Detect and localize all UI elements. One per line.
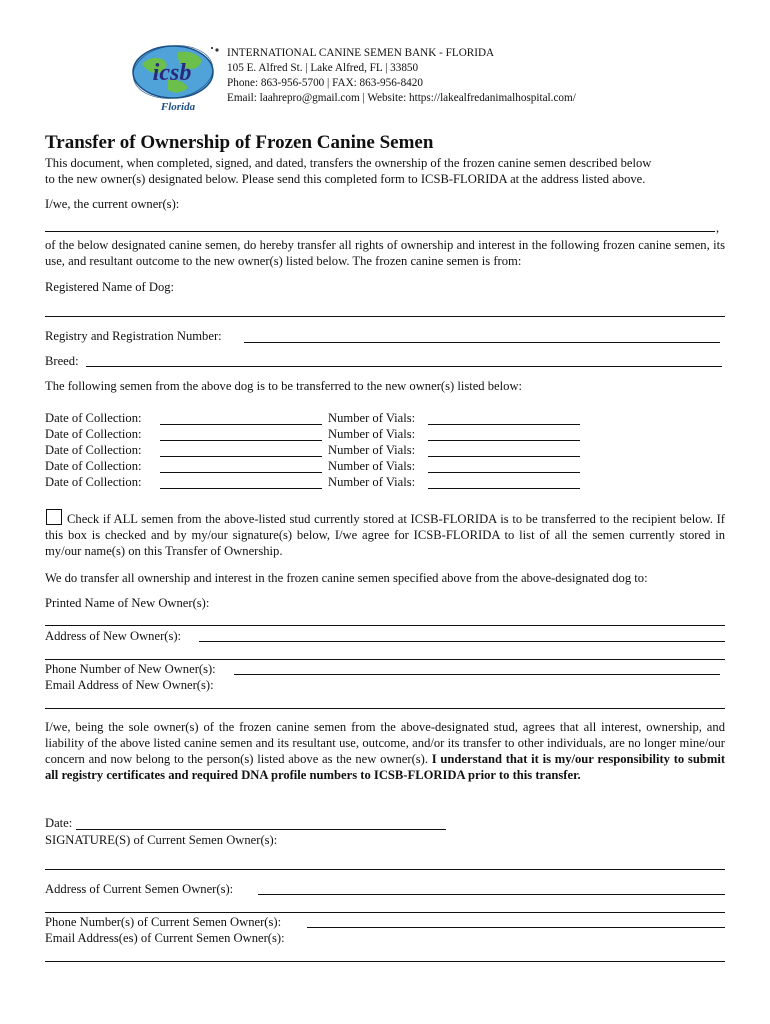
collection-date-label: Date of Collection: [45, 427, 142, 441]
vials-field[interactable] [428, 488, 580, 489]
current-owner-email-label: Email Address(es) of Current Semen Owner(s): [45, 931, 285, 945]
new-owner-name-field[interactable] [45, 625, 725, 626]
sole-owner-text: I/we, being the sole owner(s) of the frozen canine semen from the above-designated stud, agrees that all interest, ownership, and liability of the above listed canine semen and its resultant use, outcome, and/or its transfer to other individuals, are no longer mine/our concern and now belong to the person(s) listed above as the new owner(s). [45, 720, 725, 766]
intro-line-2: to the new owner(s) designated below. Please send this completed form to ICSB-FLORIDA at the address listed above. [45, 172, 646, 186]
collection-date-label: Date of Collection: [45, 443, 142, 457]
current-owners-comma: , [716, 221, 720, 235]
collection-date-field[interactable] [160, 440, 322, 441]
registry-label: Registry and Registration Number: [45, 329, 222, 343]
vials-field[interactable] [428, 440, 580, 441]
current-owner-address-field-2[interactable] [45, 912, 725, 913]
vials-field[interactable] [428, 472, 580, 473]
current-owners-label: I/we, the current owner(s): [45, 197, 180, 211]
current-owner-phone-label: Phone Number(s) of Current Semen Owner(s): [45, 915, 282, 929]
globe-logo-icon [128, 42, 223, 114]
collection-date-label: Date of Collection: [45, 459, 142, 473]
vials-field[interactable] [428, 424, 580, 425]
vials-field[interactable] [428, 456, 580, 457]
new-owner-email-label: Email Address of New Owner(s): [45, 678, 214, 692]
new-owner-email-field[interactable] [45, 708, 725, 709]
org-address: 105 E. Alfred St. | Lake Alfred, FL | 33850 [227, 62, 419, 74]
new-owner-phone-label: Phone Number of New Owner(s): [45, 662, 216, 676]
collection-date-field[interactable] [160, 472, 322, 473]
registry-field[interactable] [244, 342, 720, 343]
page-title: Transfer of Ownership of Frozen Canine Semen [45, 132, 434, 153]
vials-label: Number of Vials: [328, 459, 416, 473]
vials-label: Number of Vials: [328, 475, 416, 489]
vials-label: Number of Vials: [328, 443, 416, 457]
breed-field[interactable] [86, 366, 722, 367]
registered-name-field[interactable] [45, 316, 725, 317]
transfer-all-checkbox-text: Check if ALL semen from the above-listed stud currently stored at ICSB-FLORIDA is to be transferred to the recipient below. If this box is checked and by my/our signature(s) below, I/we agree for ICSB-FLORIDA to list of all the semen currently stored in my/our name(s) on this Transfer of Ownership. [45, 512, 725, 558]
current-owner-email-field[interactable] [45, 961, 725, 962]
org-name: INTERNATIONAL CANINE SEMEN BANK - FLORIDA [227, 47, 495, 59]
collection-date-label: Date of Collection: [45, 475, 142, 489]
sole-owner-statement [45, 719, 725, 783]
org-phone-fax: Phone: 863-956-5700 | FAX: 863-956-8420 [227, 77, 423, 89]
signature-label: SIGNATURE(S) of Current Semen Owner(s): [45, 833, 278, 847]
semen-intro: The following semen from the above dog is to be transferred to the new owner(s) listed below: [45, 379, 523, 393]
vials-label: Number of Vials: [328, 427, 416, 441]
svg-text:icsb: icsb [152, 60, 192, 86]
current-owner-address-field[interactable] [258, 894, 725, 895]
collection-date-label: Date of Collection: [45, 411, 142, 425]
sole-owner-responsibility: I understand that it is my/our responsibility to submit all registry certificates and required DNA profile numbers to ICSB-FLORIDA prior to this transfer. [45, 752, 726, 782]
vials-label: Number of Vials: [328, 411, 416, 425]
transfer-statement: of the below designated canine semen, do hereby transfer all rights of ownership and interest in the following frozen canine semen, its use, and resultant outcome to the new owner(s) listed below. The frozen canine semen is from: [45, 238, 725, 268]
transfer-all-statement: We do transfer all ownership and interest in the frozen canine semen specified above from the above-designated dog to: [45, 571, 648, 585]
collection-date-field[interactable] [160, 456, 322, 457]
new-owner-phone-field[interactable] [234, 674, 720, 675]
collection-date-field[interactable] [160, 488, 322, 489]
breed-label: Breed: [45, 354, 79, 368]
current-owner-address-label: Address of Current Semen Owner(s): [45, 882, 234, 896]
collection-date-field[interactable] [160, 424, 322, 425]
date-field[interactable] [76, 829, 446, 830]
current-owner-phone-field[interactable] [307, 927, 725, 928]
date-label: Date: [45, 816, 73, 830]
new-owner-address-field-2[interactable] [45, 659, 725, 660]
signature-field[interactable] [45, 869, 725, 870]
new-owner-address-label: Address of New Owner(s): [45, 629, 182, 643]
intro-line-1: This document, when completed, signed, and dated, transfers the ownership of the frozen canine semen described below [45, 156, 652, 170]
new-owner-name-label: Printed Name of New Owner(s): [45, 596, 210, 610]
org-email-website: Email: laahrepro@gmail.com | Website: https://lakealfredanimalhospital.com/ [227, 92, 576, 104]
svg-text:Florida: Florida [160, 101, 196, 113]
current-owners-field[interactable] [45, 231, 715, 232]
new-owner-address-field[interactable] [199, 641, 725, 642]
registered-name-label: Registered Name of Dog: [45, 280, 175, 294]
